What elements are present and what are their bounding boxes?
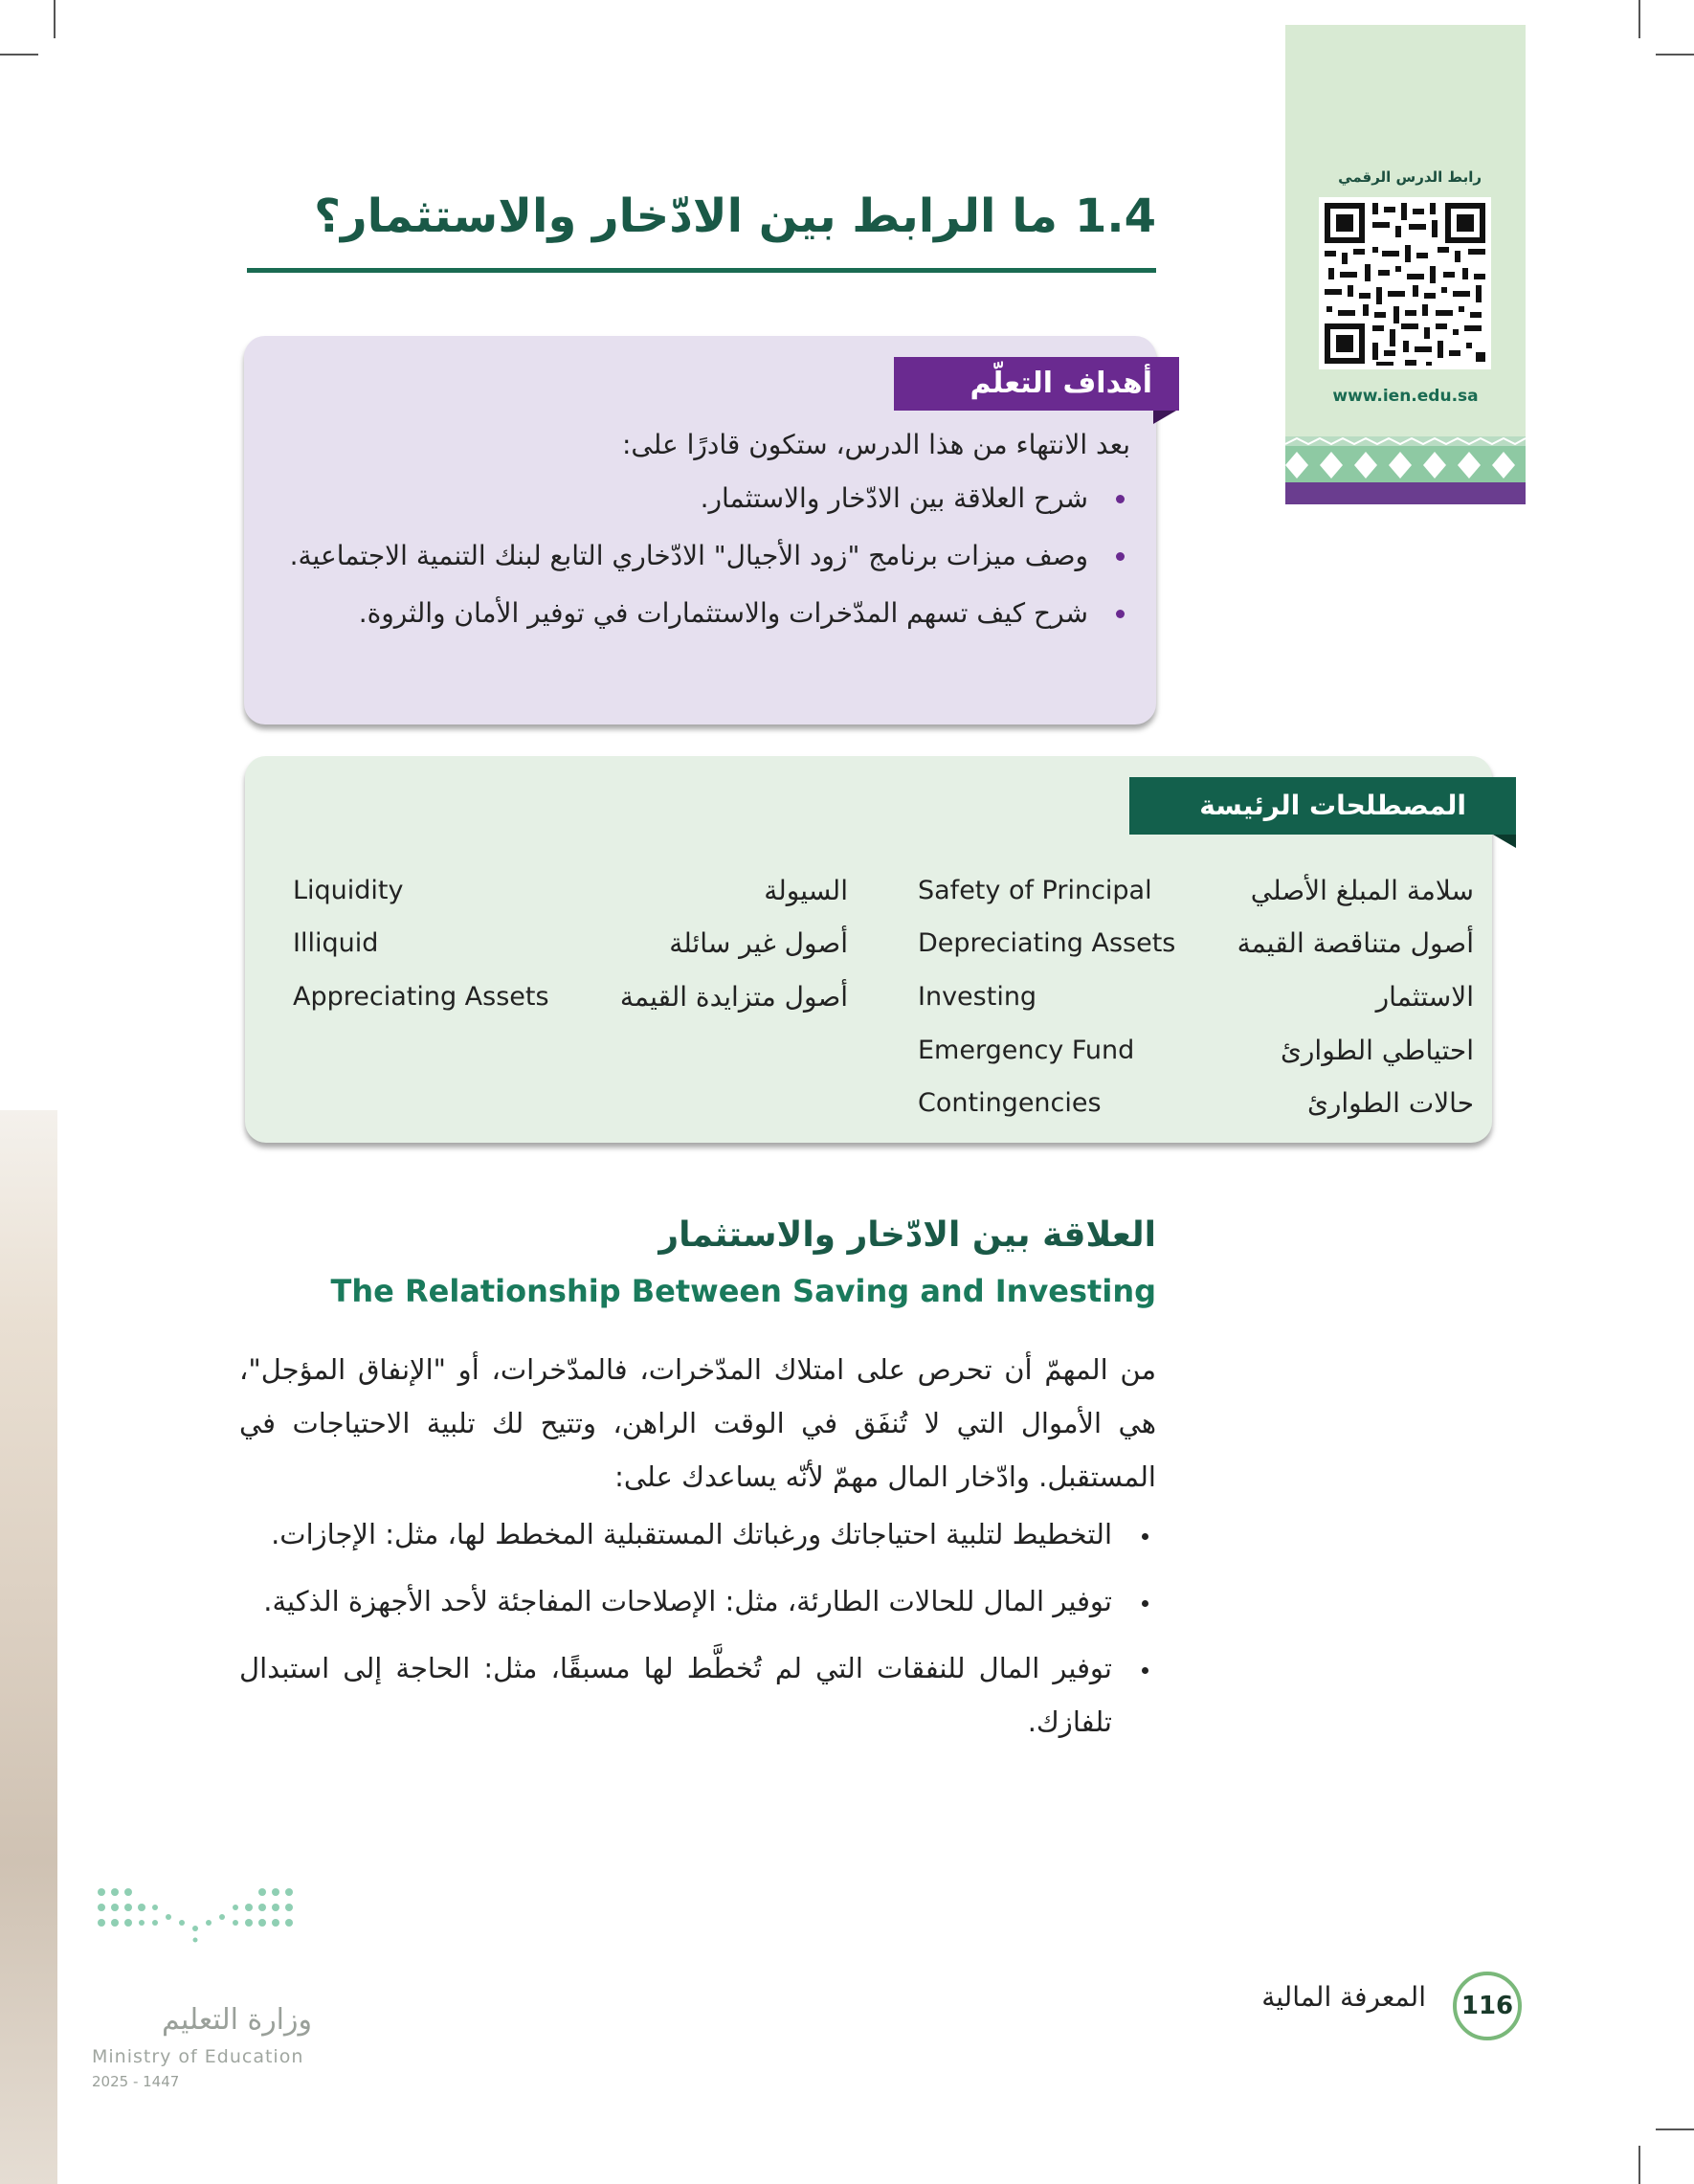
pattern-band [1285,436,1526,482]
term-arabic: السيولة [764,875,848,906]
term-english: Appreciating Assets [293,982,549,1012]
list-item: توفير المال للنفقات التي لم تُخطَّط لها مسبقًا، مثل: الحاجة إلى استبدال تلفازك. [239,1641,1156,1749]
title-underline [247,268,1156,273]
term-english: Emergency Fund [918,1036,1135,1065]
lesson-title: ما الرابط بين الادّخار والاستثمار؟ [314,189,1058,243]
term-english: Depreciating Assets [918,928,1176,958]
list-item: توفير المال للحالات الطارئة، مثل: الإصلاحات المفاجئة لأحد الأجهزة الذكية. [239,1574,1156,1628]
body-bullet-list [239,1507,1156,1762]
objectives-intro: بعد الانتهاء من هذا الدرس، ستكون قادرًا على: [621,429,1130,460]
qr-code[interactable] [1319,197,1491,369]
body-paragraph: من المهمّ أن تحرص على امتلاك المدّخرات، فالمدّخرات، أو "الإنفاق المؤجل"، هي الأموال التي لا تُنفَق في الوقت الراهن، وتتيح لك تلبية الاحتياجات في المستقبل. وادّخار المال مهمّ لأنّه يساعدك على: [239,1353,1156,1493]
pattern-band-purple [1285,482,1526,504]
crop-mark [0,54,38,56]
crop-mark [1638,2146,1640,2184]
term-arabic: سلامة المبلغ الأصلي [1250,875,1474,906]
term-english: Contingencies [918,1088,1102,1118]
term-arabic: احتياطي الطوارئ [1280,1035,1474,1066]
ribbon-fold [1493,835,1516,848]
crop-mark [1656,54,1694,56]
ministry-name-arabic: وزارة التعليم [161,2003,312,2037]
section-heading-arabic: العلاقة بين الادّخار والاستثمار [658,1215,1156,1255]
ministry-name-english: Ministry of Education [92,2046,304,2067]
list-item: شرح العلاقة بين الادّخار والاستثمار. [271,474,1130,524]
list-item: شرح كيف تسهم المدّخرات والاستثمارات في توفير الأمان والثروة. [271,589,1130,638]
qr-label: رابط الدرس الرقمي [1338,168,1482,186]
ministry-logo [92,1881,302,1995]
term-arabic: أصول متناقصة القيمة [1237,927,1474,959]
term-arabic: أصول غير سائلة [669,927,848,959]
ministry-dots-icon [92,1881,302,1995]
diamond-pattern-icon [1285,436,1526,482]
key-terms-heading: المصطلحات الرئيسة [1129,777,1516,835]
book-title: المعرفة المالية [1261,1981,1426,2013]
term-english: Investing [918,982,1037,1012]
list-item: التخطيط لتلبية احتياجاتك ورغباتك المستقبلية المخطط لها، مثل: الإجازات. [239,1507,1156,1561]
key-terms-box [245,756,1492,1143]
side-photo [0,1110,57,2184]
term-english: Safety of Principal [918,876,1152,905]
digital-lesson-tab [1285,25,1526,504]
page-number: 116 [1453,1972,1522,2040]
list-item: وصف ميزات برنامج "زود الأجيال" الادّخاري التابع لبنك التنمية الاجتماعية. [271,531,1130,581]
lesson-number: 1.4 [1074,189,1156,243]
learning-objectives-box [244,336,1156,724]
ministry-year: 2025 - 1447 [92,2073,180,2090]
ribbon-fold [1153,411,1176,424]
term-english: Illiquid [293,928,379,958]
objectives-list [271,474,1130,646]
crop-mark [1638,0,1640,38]
term-arabic: حالات الطوارئ [1306,1087,1474,1119]
crop-mark [54,0,56,38]
page-title [247,189,1156,256]
term-english: Liquidity [293,876,404,905]
section-heading-english: The Relationship Between Saving and Investing [330,1273,1156,1309]
crop-mark [1656,2128,1694,2130]
term-arabic: أصول متزايدة القيمة [619,981,848,1013]
term-arabic: الاستثمار [1375,981,1474,1013]
qr-code-icon [1319,197,1491,369]
objectives-heading: أهداف التعلّم [894,357,1179,411]
qr-url[interactable]: www.ien.edu.sa [1332,387,1479,406]
